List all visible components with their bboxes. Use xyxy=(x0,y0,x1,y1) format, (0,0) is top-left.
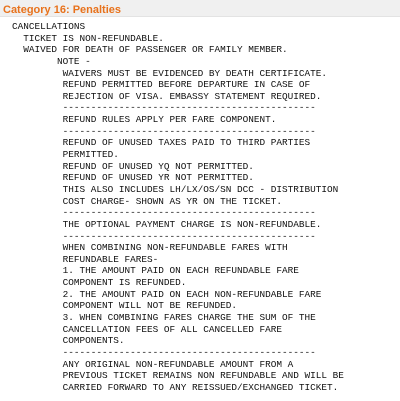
rule-line: REFUNDABLE FARES- xyxy=(12,253,159,265)
rule-line: PREVIOUS TICKET REMAINS NON REFUNDABLE AND WILL BE xyxy=(12,370,344,382)
rule-divider: --------------------------------------------- xyxy=(12,346,316,358)
rule-line: REFUND OF UNUSED YQ NOT PERMITTED. xyxy=(12,160,254,172)
rule-line: WHEN COMBINING NON-REFUNDABLE FARES WITH xyxy=(12,242,288,254)
rule-line: CANCELLATION FEES OF ALL CANCELLED FARE xyxy=(12,323,283,335)
rule-line: WAIVERS MUST BE EVIDENCED BY DEATH CERTIFICATE. xyxy=(12,67,328,79)
rules-text xyxy=(12,21,400,394)
rule-line: ANY ORIGINAL NON-REFUNDABLE AMOUNT FROM A xyxy=(12,358,294,370)
rule-line: REFUND OF UNUSED YR NOT PERMITTED. xyxy=(12,172,254,184)
rule-line: CARRIED FORWARD TO ANY REISSUED/EXCHANGED TICKET. xyxy=(12,381,339,393)
rule-line: REFUND PERMITTED BEFORE DEPARTURE IN CASE OF xyxy=(12,79,311,91)
rule-line: COMPONENTS. xyxy=(12,335,125,347)
rule-line: THE OPTIONAL PAYMENT CHARGE IS NON-REFUNDABLE. xyxy=(12,218,322,230)
rule-line: COST CHARGE- SHOWN AS YR ON THE TICKET. xyxy=(12,195,283,207)
rule-line: TICKET IS NON-REFUNDABLE. xyxy=(12,32,164,44)
rule-line: 1. THE AMOUNT PAID ON EACH REFUNDABLE FARE xyxy=(12,265,299,277)
rule-line: 2. THE AMOUNT PAID ON EACH NON-REFUNDABLE FARE xyxy=(12,288,322,300)
category-title: Category 16: Penalties xyxy=(3,4,121,16)
rule-line: NOTE - xyxy=(12,55,91,67)
rules-body xyxy=(0,17,400,394)
rule-line: THIS ALSO INCLUDES LH/LX/OS/SN DCC - DISTRIBUTION xyxy=(12,183,339,195)
rule-line: CANCELLATIONS xyxy=(12,21,86,32)
rule-line: REFUND OF UNUSED TAXES PAID TO THIRD PARTIES xyxy=(12,137,311,149)
rule-divider: --------------------------------------------- xyxy=(12,230,316,242)
rule-line: REJECTION OF VISA. EMBASSY STATEMENT REQUIRED. xyxy=(12,90,322,102)
rule-divider: --------------------------------------------- xyxy=(12,207,316,219)
rule-line: COMPONENT IS REFUNDED. xyxy=(12,277,187,289)
rule-line: PERMITTED. xyxy=(12,149,119,161)
rule-divider: --------------------------------------------- xyxy=(12,102,316,114)
rule-line: WAIVED FOR DEATH OF PASSENGER OR FAMILY MEMBER. xyxy=(12,44,288,56)
category-header xyxy=(0,0,400,17)
rule-line: REFUND RULES APPLY PER FARE COMPONENT. xyxy=(12,114,277,126)
rule-line: 3. WHEN COMBINING FARES CHARGE THE SUM OF THE xyxy=(12,312,316,324)
rule-divider: --------------------------------------------- xyxy=(12,125,316,137)
rule-line: COMPONENT WILL NOT BE REFUNDED. xyxy=(12,300,238,312)
